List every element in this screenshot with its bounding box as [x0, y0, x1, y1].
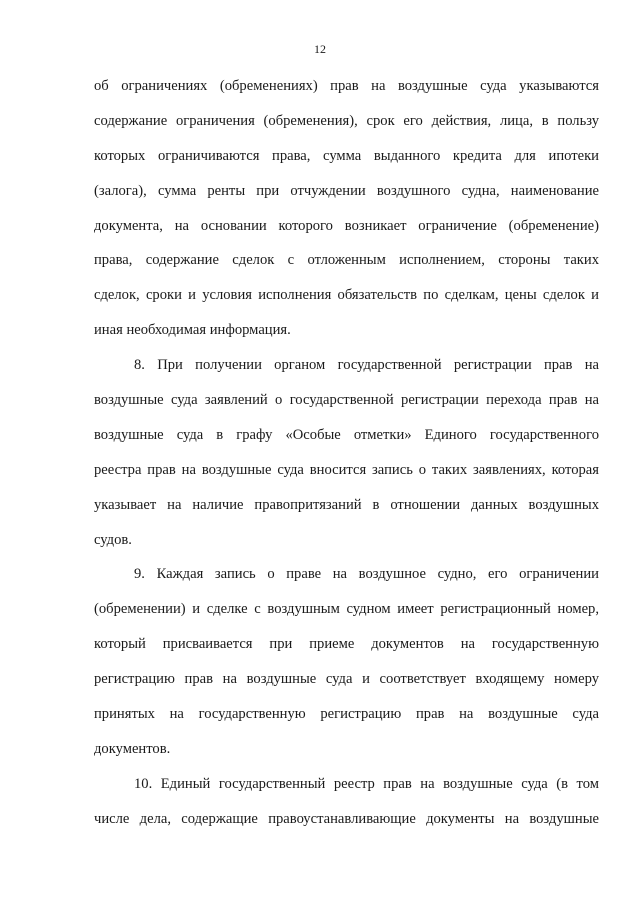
text-line: принятых на государственную регистрацию прав на воздушные суда: [94, 706, 599, 723]
text-line: иная необходимая информация.: [94, 322, 291, 339]
text-line: (залога), сумма ренты при отчуждении воздушного судна, наименование: [94, 182, 599, 199]
text-line: которых ограничиваются права, сумма выданного кредита для ипотеки: [94, 147, 599, 164]
paragraph-9: [94, 557, 599, 766]
text-line: реестра прав на воздушные суда вносится запись о таких заявлениях, которая: [94, 461, 599, 478]
text-line: регистрацию прав на воздушные суда и соответствует входящему номеру: [94, 671, 599, 688]
text-line: 10. Единый государственный реестр прав на воздушные суда (в том: [134, 775, 599, 792]
paragraph-8: [94, 348, 599, 557]
text-line: судов.: [94, 531, 132, 548]
text-line: 9. Каждая запись о праве на воздушное судно, его ограничении: [134, 566, 599, 583]
text-line: документов.: [94, 740, 171, 757]
text-line: содержание ограничения (обременения), срок его действия, лица, в пользу: [94, 112, 599, 129]
document-body: [94, 69, 599, 837]
paragraph-10: [94, 767, 599, 837]
paragraph-continuation: [94, 69, 599, 348]
text-line: (обременении) и сделке с воздушным судном имеет регистрационный номер,: [94, 601, 599, 618]
text-line: воздушные суда в графу «Особые отметки» Единого государственного: [94, 426, 599, 443]
text-line: 8. При получении органом государственной регистрации прав на: [134, 357, 599, 374]
page-number: 12: [314, 42, 326, 56]
text-line: воздушные суда заявлений о государственной регистрации перехода прав на: [94, 392, 599, 409]
text-line: права, содержание сделок с отложенным исполнением, стороны таких: [94, 252, 599, 269]
text-line: который присваивается при приеме документов на государственную: [94, 636, 599, 653]
text-line: указывает на наличие правопритязаний в отношении данных воздушных: [94, 496, 599, 513]
text-line: сделок, сроки и условия исполнения обязательств по сделкам, цены сделок и: [94, 287, 599, 304]
text-line: документа, на основании которого возникает ограничение (обременение): [94, 217, 599, 234]
text-line: числе дела, содержащие правоустанавливающие документы на воздушные: [94, 810, 599, 827]
text-line: об ограничениях (обременениях) прав на воздушные суда указываются: [94, 78, 599, 94]
